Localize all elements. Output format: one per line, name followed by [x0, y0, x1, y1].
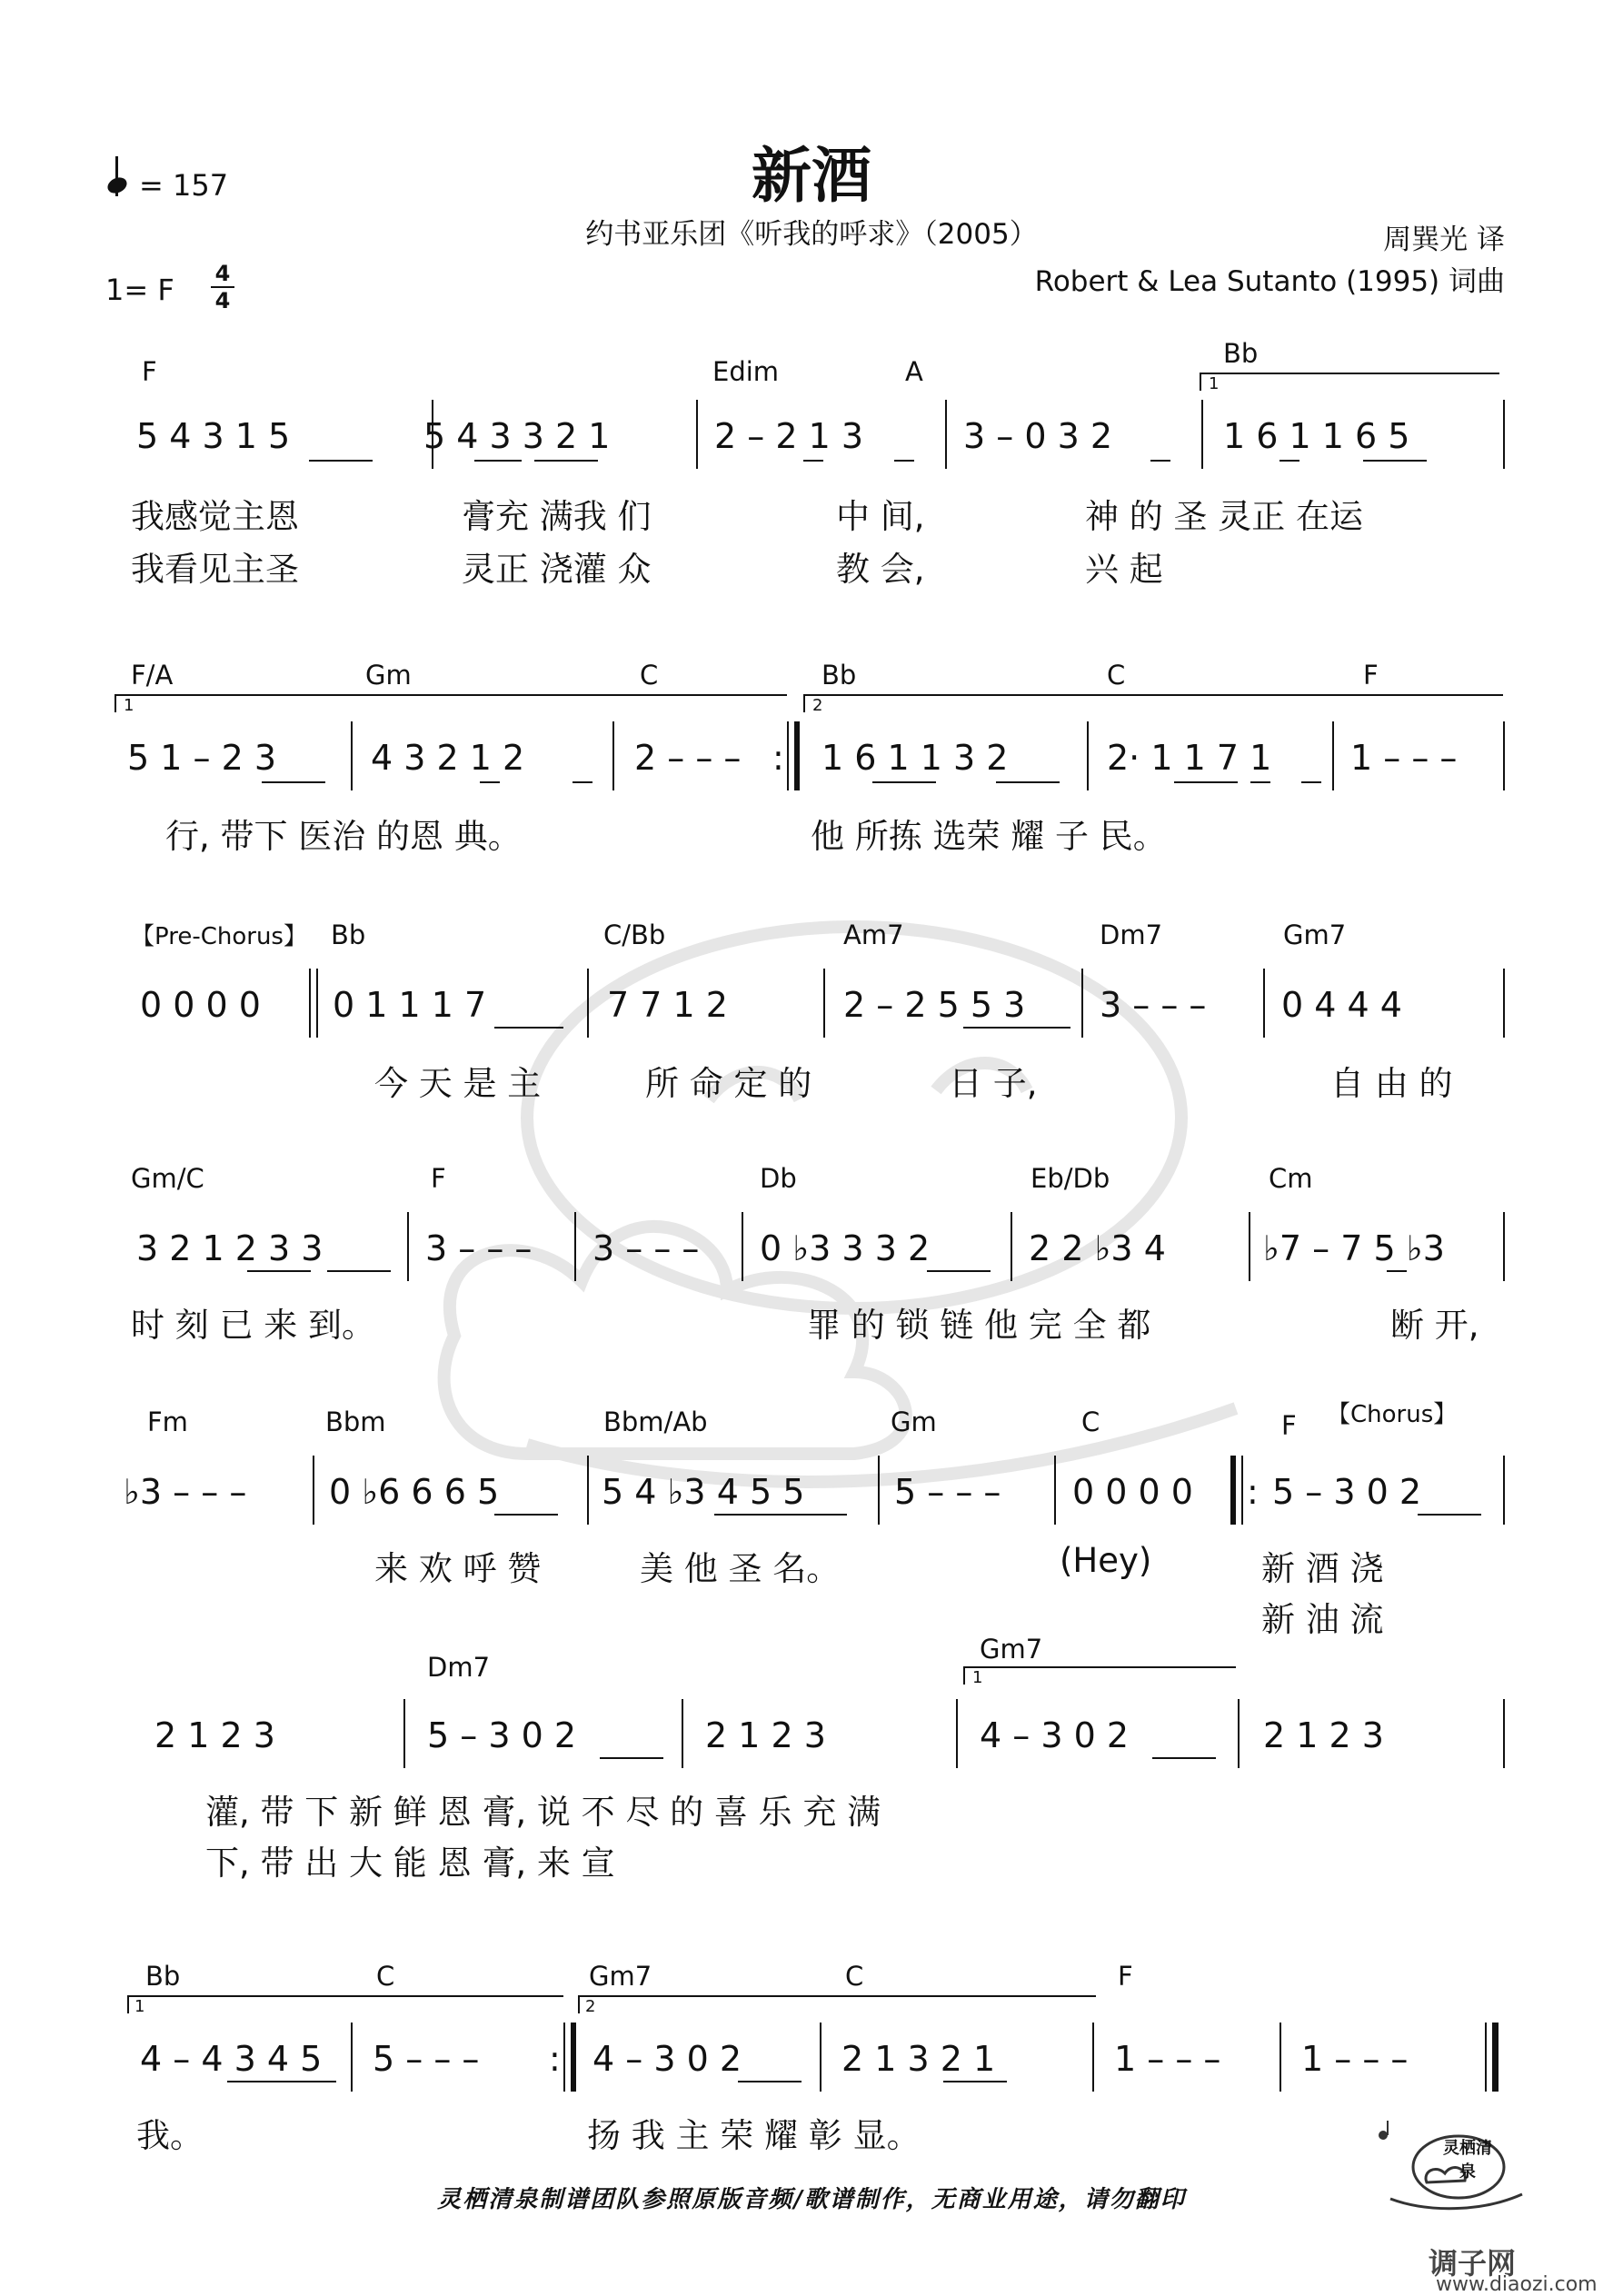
chord-symbol: Bb — [821, 660, 857, 691]
notes-measure: 3 – – – — [425, 1228, 533, 1268]
lyric-line-1: 神 的 圣 灵正 在运 — [1085, 497, 1364, 536]
chord-symbol: Bbm/Ab — [603, 1406, 708, 1437]
lyric-line-2: 下, 带 出 大 能 恩 膏, 来 宣 — [205, 1844, 615, 1883]
chord-symbol: Gm7 — [589, 1961, 652, 1992]
notes-measure: 5 – – – — [373, 2039, 480, 2079]
lyric-line-2: 灵正 浇灌 众 — [462, 550, 652, 589]
composer-credit: Robert & Lea Sutanto (1995) 词曲 — [1034, 265, 1505, 298]
notes-measure: 4 – 3 0 2 — [980, 1715, 1130, 1755]
time-signature-bottom: 4 — [214, 288, 231, 313]
volta-number: 2 — [812, 696, 823, 715]
notes-measure: 1 – – – — [1350, 738, 1458, 778]
notes-measure: 3 – 0 3 2 — [963, 416, 1113, 456]
chord-symbol: Db — [760, 1163, 797, 1194]
notes-measure: 1 6 1 1 3 2 — [821, 738, 1009, 778]
lyric-line-1: 日 子, — [949, 1064, 1038, 1103]
chord-symbol: Gm7 — [980, 1634, 1043, 1665]
stamp-text: 灵栖清泉 — [1443, 2139, 1492, 2182]
notes-measure: 3 – – – — [1100, 985, 1207, 1025]
notes-measure: 1 6 1 1 6 5 — [1223, 416, 1410, 456]
notes-measure: 3 2 1 2 3 3 — [136, 1228, 324, 1268]
volta-number: 1 — [972, 1668, 983, 1687]
volta-number: 1 — [1209, 374, 1220, 393]
site-name: 调子网 — [1429, 2246, 1517, 2281]
lyric-line-1: 膏充 满我 们 — [462, 497, 652, 536]
volta-number: 1 — [124, 696, 134, 715]
album-subtitle: 约书亚乐团《听我的呼求》（2005） — [585, 218, 1038, 251]
song-title: 新酒 — [752, 141, 871, 211]
notes-measure: 5 – – – — [894, 1472, 1001, 1512]
notes-measure: 2 – 2 5 5 3 — [843, 985, 1026, 1025]
notes-measure: 2 1 2 3 — [1263, 1715, 1384, 1755]
repeat-sign: : — [772, 738, 784, 778]
lyric-line-2: 教 会, — [836, 550, 925, 589]
notes-measure: 1 – – – — [1301, 2039, 1409, 2079]
notes-measure: 0 ♭6 6 6 5 — [329, 1472, 500, 1512]
chord-symbol: Gm — [365, 660, 412, 691]
notes-measure: ♭3 – – – — [124, 1472, 247, 1512]
lyric-line-1: 时 刻 已 来 到。 — [131, 1306, 376, 1345]
notes-measure: ♭7 – 7 5 ♭3 — [1263, 1228, 1445, 1268]
chord-symbol: Bb — [1223, 338, 1259, 369]
lyric-line-1: 今 天 是 主 — [374, 1064, 542, 1103]
lyric-line-1: 新 酒 浇 — [1261, 1549, 1384, 1588]
copyright-footer: 灵栖清泉制谱团队参照原版音频/歌谱制作，无商业用途，请勿翻印 — [437, 2186, 1186, 2213]
notes-measure: 5 4 3 3 2 1 — [423, 416, 611, 456]
tempo-value: = 157 — [139, 168, 229, 203]
notes-measure: 0 4 4 4 — [1281, 985, 1402, 1025]
notes-measure: 4 – 3 0 2 — [592, 2039, 742, 2079]
notes-measure: 4 – 4 3 4 5 — [140, 2039, 323, 2079]
chord-symbol: C — [1107, 660, 1126, 691]
chord-symbol: Eb/Db — [1031, 1163, 1110, 1194]
notes-measure: 2 – 2 1 3 — [714, 416, 864, 456]
chord-symbol: Cm — [1269, 1163, 1313, 1194]
chord-symbol: Edim — [712, 356, 780, 387]
lyric-line-1: 中 间, — [836, 497, 925, 536]
notes-measure: 2· 1 1 7 1 — [1107, 738, 1272, 778]
lyric-line-1: 美 他 圣 名。 — [640, 1549, 841, 1588]
chord-symbol: F — [1363, 660, 1379, 691]
lyric-line-1: 他 所拣 选荣 耀 子 民。 — [811, 817, 1167, 856]
notes-measure: 2 2 ♭3 4 — [1029, 1228, 1166, 1268]
chord-symbol: Gm7 — [1283, 919, 1347, 950]
chord-symbol: C — [845, 1961, 864, 1992]
site-url: www.diaozi.com — [1436, 2273, 1598, 2296]
chord-symbol: F — [1281, 1410, 1297, 1441]
notes-measure: 2 1 2 3 — [705, 1715, 826, 1755]
chord-symbol: F/A — [131, 660, 174, 691]
chord-symbol: Dm7 — [427, 1652, 491, 1683]
lyric-line-1: (Hey) — [1060, 1541, 1152, 1580]
chord-symbol: F — [1118, 1961, 1133, 1992]
lyric-line-2: 我看见主圣 — [131, 550, 299, 589]
lyric-line-1: 断 开, — [1390, 1306, 1479, 1345]
volta-number: 1 — [134, 1997, 145, 2016]
chord-symbol: A — [905, 356, 923, 387]
lyric-line-1: 扬 我 主 荣 耀 彰 显。 — [587, 2116, 921, 2155]
quarter-note-icon — [107, 165, 130, 205]
chord-symbol: Bb — [331, 919, 366, 950]
chord-symbol: C/Bb — [603, 919, 666, 950]
chord-symbol: Bbm — [325, 1406, 386, 1437]
chord-symbol: F — [431, 1163, 446, 1194]
notes-measure: 5 4 3 1 5 — [136, 416, 291, 456]
tempo-mark — [107, 165, 228, 205]
notes-measure: 0 1 1 1 7 — [333, 985, 487, 1025]
notes-measure: 5 4 ♭3 4 5 5 — [602, 1472, 805, 1512]
notes-measure: 1 – – – — [1114, 2039, 1221, 2079]
lyric-line-1: 我感觉主恩 — [131, 497, 299, 536]
sheep-watermark-icon — [345, 863, 1281, 1499]
chord-symbol: C — [376, 1961, 395, 1992]
lyric-line-1: 罪 的 锁 链 他 完 全 都 — [807, 1306, 1151, 1345]
lyric-line-1: 灌, 带 下 新 鲜 恩 膏, 说 不 尽 的 喜 乐 充 满 — [205, 1793, 881, 1832]
repeat-sign: : — [549, 2039, 561, 2079]
notes-measure: 4 3 2 1 2 — [371, 738, 525, 778]
chord-symbol: Gm/C — [131, 1163, 204, 1194]
section-label-chorus: 【Chorus】 — [1327, 1401, 1458, 1428]
notes-measure: 0 0 0 0 — [140, 985, 261, 1025]
chord-symbol: Am7 — [843, 919, 904, 950]
notes-measure: 5 1 – 2 3 — [127, 738, 277, 778]
lyric-line-1: 来 欢 呼 赞 — [374, 1549, 542, 1588]
lyric-line-2: 兴 起 — [1085, 550, 1163, 589]
chord-symbol: C — [640, 660, 659, 691]
volta-number: 2 — [585, 1997, 596, 2016]
lyric-line-1: 行, 带下 医治 的恩 典。 — [165, 817, 522, 856]
lyric-line-2: 新 油 流 — [1261, 1600, 1384, 1639]
notes-measure: 0 ♭3 3 3 2 — [760, 1228, 931, 1268]
chord-symbol: F — [142, 356, 157, 387]
notes-measure: 0 0 0 0 — [1072, 1472, 1193, 1512]
notes-measure: 2 1 3 2 1 — [841, 2039, 996, 2079]
notes-measure: 3 – – – — [592, 1228, 700, 1268]
lyric-line-1: 我。 — [136, 2116, 204, 2155]
chord-symbol: Gm — [891, 1406, 937, 1437]
chord-symbol: Dm7 — [1100, 919, 1163, 950]
notes-measure: 5 – 3 0 2 — [427, 1715, 577, 1755]
time-signature — [211, 262, 234, 313]
repeat-sign: : — [1247, 1472, 1259, 1512]
time-signature-top: 4 — [214, 261, 231, 286]
notes-measure: 5 – 3 0 2 — [1272, 1472, 1422, 1512]
lyric-line-1: 自 由 的 — [1330, 1064, 1453, 1103]
notes-measure: 7 7 1 2 — [607, 985, 728, 1025]
notes-measure: 2 – – – — [634, 738, 742, 778]
chord-symbol: Fm — [147, 1406, 188, 1437]
key-signature: 1= F — [105, 273, 174, 307]
lyric-line-1: 所 命 定 的 — [645, 1064, 812, 1103]
chord-symbol: Bb — [145, 1961, 181, 1992]
notes-measure: 2 1 2 3 — [154, 1715, 275, 1755]
translator-credit: 周巽光 译 — [1383, 224, 1505, 256]
section-label-prechorus: 【Pre-Chorus】 — [131, 923, 307, 950]
chord-symbol: C — [1081, 1406, 1100, 1437]
